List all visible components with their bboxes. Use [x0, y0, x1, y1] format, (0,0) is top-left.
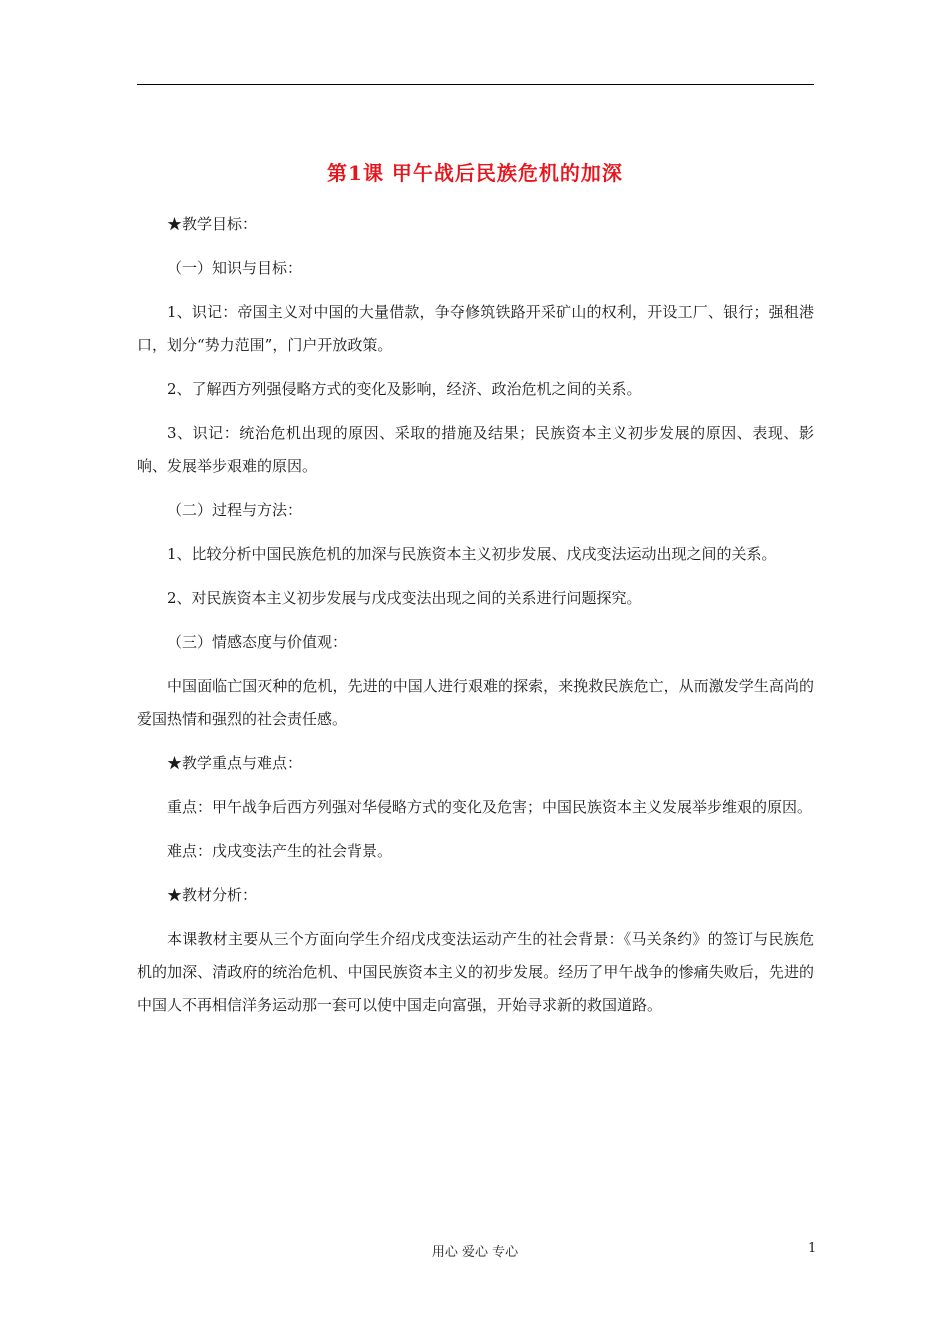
header-rule [137, 84, 814, 85]
body-content [137, 208, 814, 1033]
key-point-paragraph: 重点：甲午战争后西方列强对华侵略方式的变化及危害；中国民族资本主义发展举步维艰的原因。 [167, 798, 813, 816]
footer-motto: 用心 爱心 专心 [431, 1245, 519, 1260]
values-paragraph: 中国面临亡国灭种的危机，先进的中国人进行艰难的探索，来挽救民族危亡，从而激发学生高尚的爱国热情和强烈的社会责任感。 [137, 677, 814, 728]
heading-material-analysis: ★教材分析： [167, 886, 258, 904]
lesson-title: 第1课 甲午战后民族危机的加深 [327, 161, 623, 185]
page-number: 1 [808, 1241, 817, 1256]
heading-key-points: ★教学重点与难点： [167, 754, 303, 772]
subheading-process-method: （二）过程与方法： [167, 501, 303, 519]
objective-item-1: 1、识记：帝国主义对中国的大量借款，争夺修筑铁路开采矿山的权利，开设工厂、银行；强租港口，划分“势力范围”，门户开放政策。 [137, 303, 814, 354]
objective-item-3: 3、识记：统治危机出现的原因、采取的措施及结果；民族资本主义初步发展的原因、表现、影响、发展举步艰难的原因。 [137, 424, 814, 475]
heading-teaching-objectives: ★教学目标： [167, 215, 258, 233]
objective-item-2: 2、了解西方列强侵略方式的变化及影响，经济、政治危机之间的关系。 [167, 380, 642, 398]
method-item-1: 1、比较分析中国民族危机的加深与民族资本主义初步发展、戊戌变法运动出现之间的关系。 [167, 545, 777, 563]
subheading-values: （三）情感态度与价值观： [167, 633, 348, 651]
material-analysis-paragraph: 本课教材主要从三个方面向学生介绍戊戌变法运动产生的社会背景：《马关条约》的签订与民族危机的加深、清政府的统治危机、中国民族资本主义的初步发展。经历了甲午战争的惨痛失败后，先进的中国人不再相信洋务运动那一套可以使中国走向富强，开始寻求新的救国道路。 [137, 930, 814, 1014]
difficult-point-paragraph: 难点：戊戌变法产生的社会背景。 [167, 842, 393, 860]
method-item-2: 2、对民族资本主义初步发展与戊戌变法出现之间的关系进行问题探究。 [167, 589, 642, 607]
subheading-knowledge: （一）知识与目标： [167, 259, 303, 277]
